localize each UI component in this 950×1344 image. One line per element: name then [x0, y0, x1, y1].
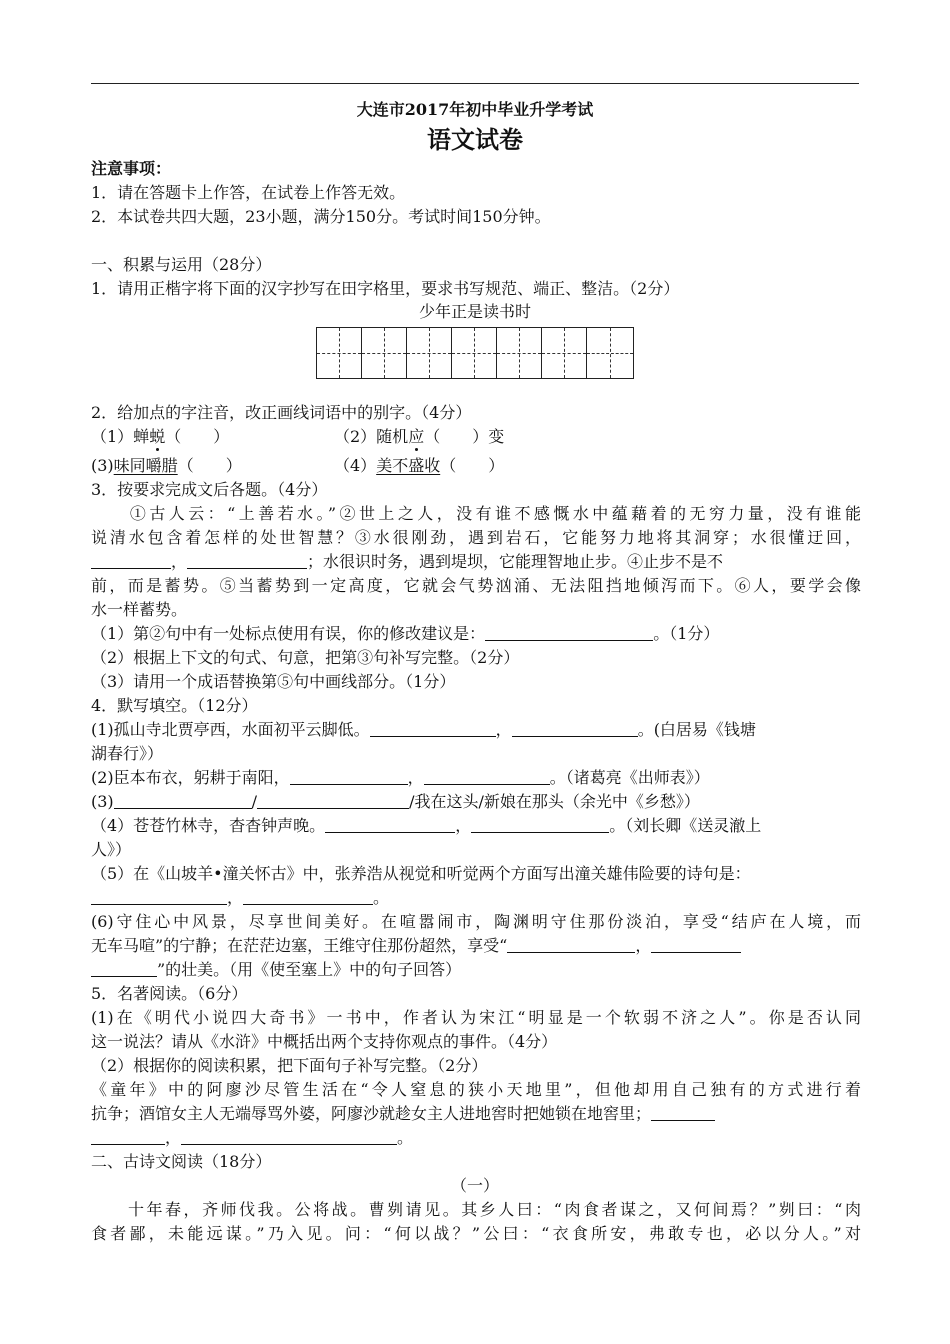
exam-title: 语文试卷	[427, 125, 523, 154]
answer-blank[interactable]	[187, 552, 307, 569]
grid-cell[interactable]	[452, 328, 497, 378]
q4-item5: （5）在《山坡羊•潼关怀古》中，张养浩从视觉和听觉两个方面写出潼关雄伟险要的诗句是：	[91, 864, 751, 883]
q3-sub3: （3）请用一个成语替换第⑤句中画线部分。（1分）	[91, 672, 456, 691]
q2-row1: （1）蝉蜕（ ） （2）随机应（ ）变	[91, 427, 505, 446]
q5-sub1: (1)在《明代小说四大奇书》一书中，作者认为宋江“明显是一个软弱不济之人”。你是否认同	[91, 1008, 861, 1027]
q3-passage: 说清水包含着怎样的处世智慧？③水很刚劲，遇到岩石，它能努力地将其洞穿；水很懂迂回，	[91, 528, 861, 547]
answer-blank[interactable]	[114, 792, 252, 809]
q3-prompt: 3．按要求完成文后各题。（4分）	[91, 480, 328, 499]
answer-blank[interactable]	[370, 720, 496, 737]
answer-blank[interactable]	[471, 816, 609, 833]
q5-passage-cont: ， 。	[91, 1126, 861, 1150]
q1-prompt: 1．请用正楷字将下面的汉字抄写在田字格里，要求书写规范、端正、整洁。（2分）	[91, 279, 680, 298]
answer-blank[interactable]	[512, 720, 638, 737]
q4-prompt: 4．默写填空。（12分）	[91, 696, 258, 715]
answer-blank[interactable]	[257, 792, 409, 809]
q1-phrase: 少年正是读书时	[418, 302, 531, 321]
q3-passage: 水一样蓄势。	[91, 600, 188, 619]
dotted-char: 应	[408, 427, 425, 446]
notice-item: 1．请在答题卡上作答，在试卷上作答无效。	[91, 183, 406, 202]
grid-cell[interactable]	[542, 328, 587, 378]
q4-item4: （4）苍苍竹林寺，杳杳钟声晚。 ， 。（刘长卿《送灵澈上	[91, 816, 762, 835]
tianzige-grid[interactable]	[316, 327, 634, 379]
answer-blank[interactable]	[91, 1128, 165, 1145]
q3-passage: ①古人云：“上善若水。”②世上之人，没有谁不感慨水中蕴藉着的无穷力量，没有谁能	[91, 504, 861, 523]
q4-item2: (2)臣本布衣，躬耕于南阳， ， 。（诸葛亮《出师表》）	[91, 768, 710, 787]
q4-item4-cont: 人》）	[91, 840, 132, 859]
q4-item6: (6)守住心中风景，尽享世间美好。在喧嚣闹市，陶渊明守住那份淡泊，享受“结庐在人境，而	[91, 912, 861, 931]
q4-item5-cont: ， 。	[91, 886, 861, 910]
q4-item6-cont: 无车马喧”的宁静；在茫茫边塞，王维守住那份超然，享受“ ，	[91, 934, 861, 958]
answer-blank[interactable]	[507, 936, 635, 953]
grid-cell[interactable]	[317, 328, 362, 378]
answer-blank[interactable]	[424, 768, 550, 785]
q4-item3: (3) / /我在这头/新娘在那头（余光中《乡愁》）	[91, 792, 700, 811]
section2-heading: 二、古诗文阅读（18分）	[91, 1152, 272, 1171]
q3-passage: ， ；水很识时务，遇到堤坝，它能理智地止步。④止步不是不	[91, 550, 861, 574]
grid-cell[interactable]	[497, 328, 542, 378]
q4-item6-cont: ”的壮美。（用《使至塞上》中的句子回答）	[91, 958, 861, 982]
q4-item1-cont: 湖春行》）	[91, 744, 164, 763]
grid-cell[interactable]	[362, 328, 407, 378]
q5-prompt: 5．名著阅读。（6分）	[91, 984, 248, 1003]
q3-passage: 前，而是蓄势。⑤当蓄势到一定高度，它就会气势汹涌、无法阻挡地倾泻而下。⑥人，要学会像	[91, 576, 861, 595]
answer-blank[interactable]	[651, 936, 741, 953]
underlined-word: 味同嚼腊	[113, 456, 178, 475]
underlined-word: 美不盛收	[376, 456, 441, 475]
classical-passage: 十年春，齐师伐我。公将战。曹刿请见。其乡人曰：“肉食者谋之，又何间焉？”刿曰：“肉	[91, 1200, 861, 1219]
q4-item1: (1)孤山寺北贾亭西，水面初平云脚低。 ， 。(白居易《钱塘	[91, 720, 756, 739]
header-rule	[91, 83, 859, 84]
q3-sub2: （2）根据上下文的句式、句意，把第③句补写完整。（2分）	[91, 648, 520, 667]
answer-blank[interactable]	[181, 1128, 397, 1145]
answer-blank[interactable]	[290, 768, 408, 785]
grid-cell[interactable]	[407, 328, 452, 378]
answer-blank[interactable]	[485, 624, 653, 641]
q2-prompt: 2．给加点的字注音，改正画线词语中的别字。（4分）	[91, 403, 472, 422]
q2-row2: (3)味同嚼腊（ ） （4）美不盛收（ ）	[91, 456, 505, 475]
section1-heading: 一、积累与运用（28分）	[91, 255, 272, 274]
answer-blank[interactable]	[325, 816, 455, 833]
classical-passage: 食者鄙，未能远谋。”乃入见。问：“何以战？”公曰：“衣食所安，弗敢专也，必以分人。”对	[91, 1224, 861, 1243]
grid-cell[interactable]	[587, 328, 633, 378]
dotted-char: 蜕	[149, 427, 166, 446]
answer-blank[interactable]	[91, 552, 171, 569]
section2-part-label: （一）	[450, 1176, 499, 1195]
answer-blank[interactable]	[91, 888, 227, 905]
exam-subtitle: 大连市2017年初中毕业升学考试	[356, 100, 594, 119]
q5-passage: 抗争；酒馆女主人无端辱骂外婆，阿廖沙就趁女主人进地窖时把她锁在地窖里；	[91, 1102, 861, 1126]
notice-item: 2．本试卷共四大题，23小题，满分150分。考试时间150分钟。	[91, 207, 551, 226]
q5-passage: 《童年》中的阿廖沙尽管生活在“令人窒息的狭小天地里”，但他却用自己独有的方式进行着	[91, 1080, 861, 1099]
q3-sub1: （1）第②句中有一处标点使用有误，你的修改建议是： 。（1分）	[91, 624, 720, 643]
q5-sub1-cont: 这一说法？请从《水浒》中概括出两个支持你观点的事件。（4分）	[91, 1032, 558, 1051]
answer-blank[interactable]	[651, 1104, 715, 1121]
answer-blank[interactable]	[91, 960, 157, 977]
notice-heading: 注意事项：	[91, 159, 172, 178]
answer-blank[interactable]	[243, 888, 373, 905]
q5-sub2: （2）根据你的阅读积累，把下面句子补写完整。（2分）	[91, 1056, 488, 1075]
